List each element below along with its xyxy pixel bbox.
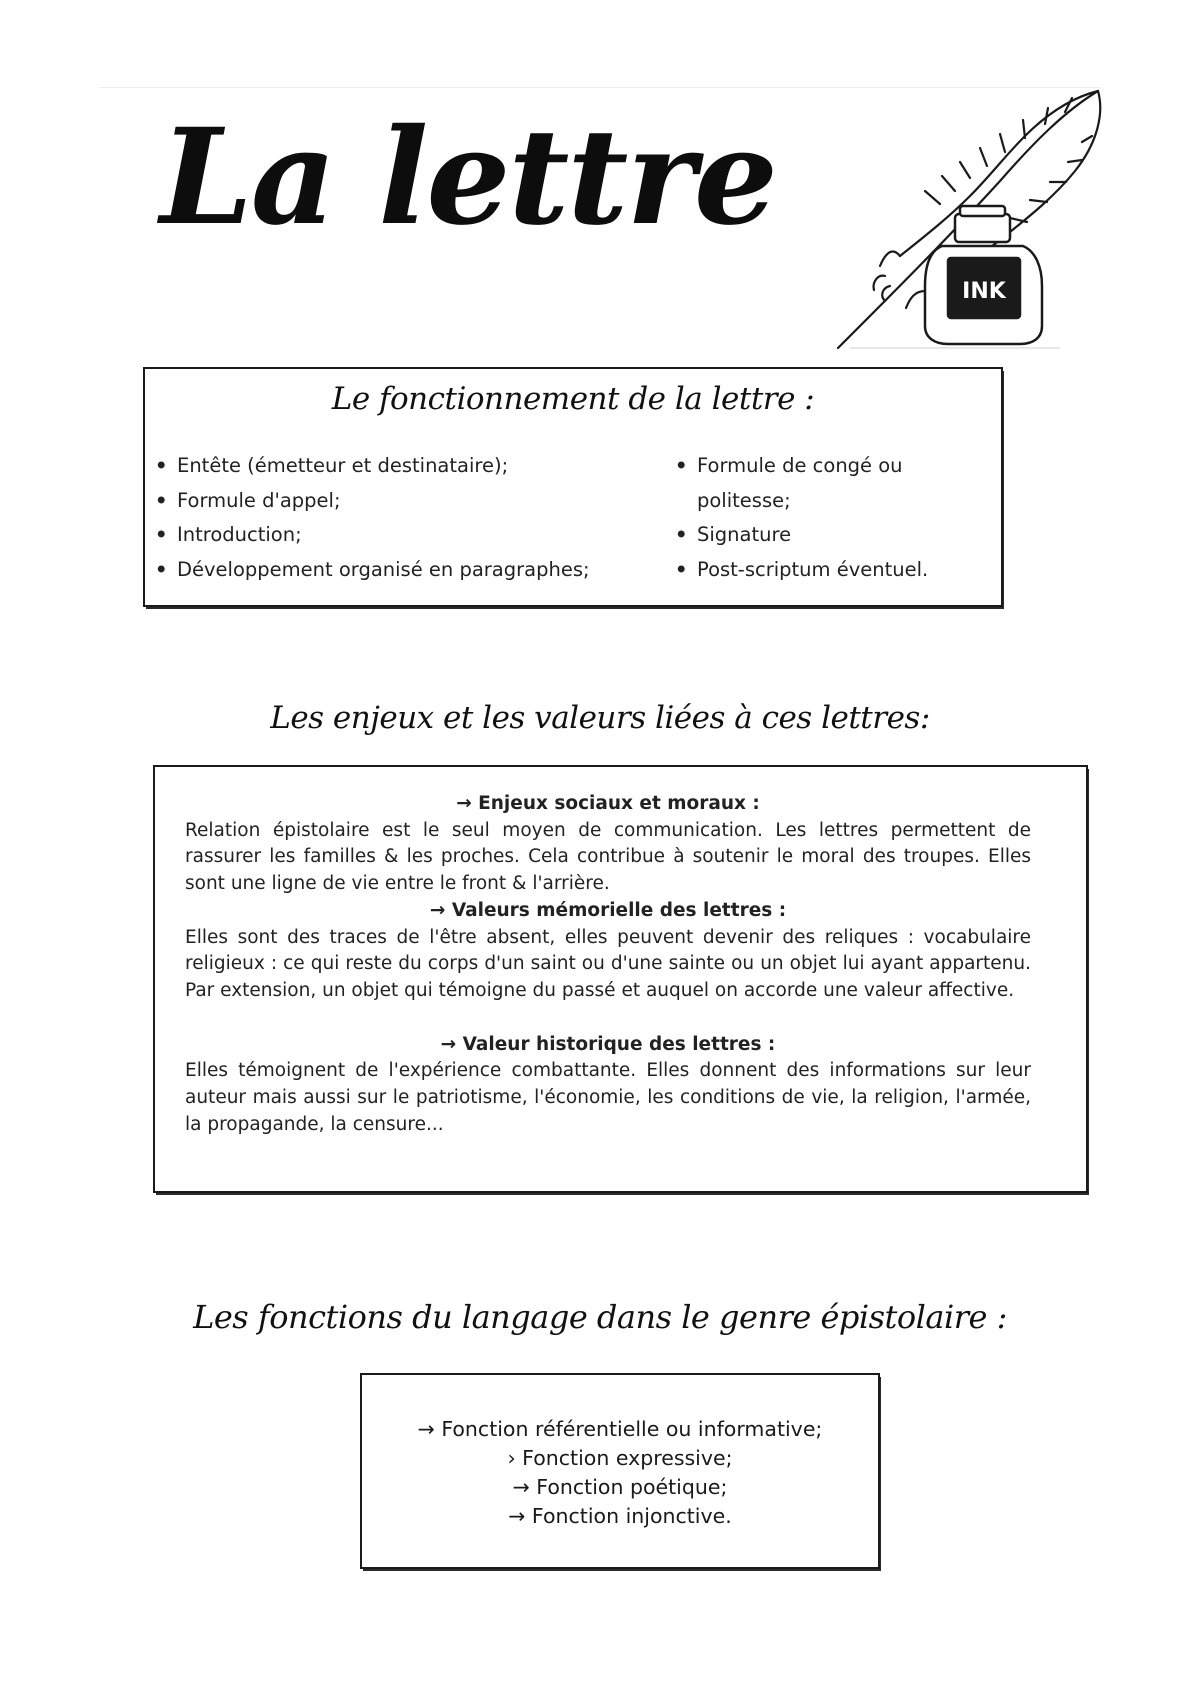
enjeux-subheading: → Valeur historique des lettres : <box>440 1033 776 1055</box>
enjeux-subheading: → Enjeux sociaux et moraux : <box>456 793 760 814</box>
enjeux-paragraph: Elles sont des traces de l'être absent, elles peuvent devenir des reliques : vocabulaire religieux : ce qui reste du corps d'un saint ou d'une sainte ou un objet lui ayant appartenu. Par extension, un objet qui témoigne du passé et auquel on accorde une valeur affective. <box>185 926 1031 1001</box>
list-item-text: Introduction; <box>177 523 302 546</box>
list-item <box>155 484 655 519</box>
fonction-item: → Fonction référentielle ou informative; <box>417 1417 823 1441</box>
bullet-icon: • <box>155 454 168 477</box>
bullet-icon: • <box>675 523 688 546</box>
fonctions-list <box>362 1415 878 1531</box>
list-item-text: Formule d'appel; <box>177 488 341 512</box>
fonctionnement-heading: Le fonctionnement de la lettre : <box>331 381 815 417</box>
list-item-text: Post-scriptum éventuel. <box>697 557 929 581</box>
enjeux-paragraph: Elles témoignent de l'expérience combattante. Elles donnent des informations sur leur auteur mais aussi sur le patriotisme, l'économie, les conditions de vie, la religion, l'armée, la propagande, la censure... <box>185 1060 1031 1135</box>
spacer <box>185 1005 1031 1032</box>
bullet-icon: • <box>675 454 688 477</box>
list-item <box>155 449 655 484</box>
ink-label: INK <box>962 279 1006 304</box>
list-item <box>675 553 975 588</box>
enjeux-box <box>153 765 1088 1193</box>
enjeux-content <box>185 791 1031 1138</box>
list-item <box>675 449 975 484</box>
fonctions-heading: Les fonctions du langage dans le genre épistolaire : <box>193 1298 1007 1336</box>
list-item <box>155 553 655 588</box>
list-item-text: Entête (émetteur et destinataire); <box>177 454 509 477</box>
enjeux-paragraph: Relation épistolaire est le seul moyen de communication. Les lettres permettent de rassurer les familles & les proches. Cela contribue à soutenir le moral des troupes. Elles sont une ligne de vie entre le front & l'arrière. <box>185 819 1031 895</box>
enjeux-heading: Les enjeux et les valeurs liées à ces lettres: <box>270 700 930 736</box>
bullet-icon: • <box>155 488 168 512</box>
fonction-item: → Fonction poétique; <box>512 1475 728 1499</box>
list-item <box>155 518 655 553</box>
fonction-item: → Fonction injonctive. <box>508 1504 732 1528</box>
list-item-continuation <box>675 484 975 519</box>
fonctions-box <box>360 1373 880 1569</box>
list-item-text: Développement organisé en paragraphes; <box>177 557 590 581</box>
bullet-icon: • <box>155 523 168 546</box>
list-item-text: Formule de congé ou <box>697 454 903 477</box>
enjeux-subheading: → Valeurs mémorielle des lettres : <box>429 899 787 921</box>
fonction-item: › Fonction expressive; <box>507 1446 733 1470</box>
fonctionnement-list-left <box>155 449 655 587</box>
quill-inkwell-icon <box>830 86 1110 356</box>
page-title: La lettre <box>160 100 776 255</box>
list-item-text: politesse; <box>697 488 791 512</box>
list-item <box>675 518 975 553</box>
bullet-icon: • <box>155 557 168 581</box>
bullet-icon: • <box>675 557 688 581</box>
fonctionnement-box <box>143 367 1003 607</box>
list-item-text: Signature <box>697 523 792 546</box>
fonctionnement-list-right <box>675 449 975 587</box>
